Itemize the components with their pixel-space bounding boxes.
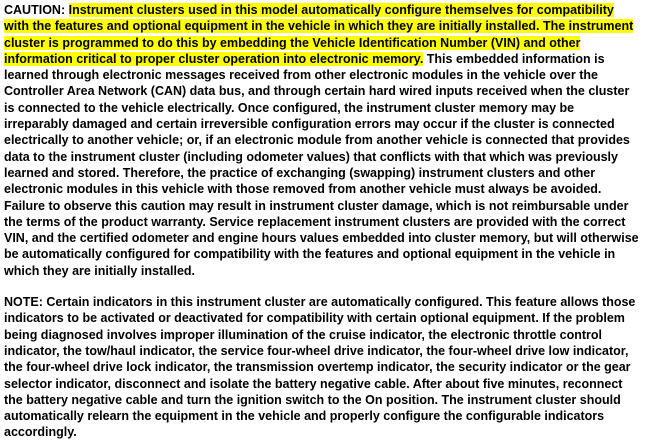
caution-body-text: This embedded information is learned through electronic messages received from other electronic modules in the vehicle over the Controller Area Network (CAN) data bus, and through certain hard wired inputs received when the cluster is connected to the vehicle electrically. Once configured, the instrument cluster memory may be irreparably damaged and certain irreversible configuration errors may occur if the cluster is connected electrically to another vehicle; or, if an electronic module from another vehicle is connected that provides data to the instrument cluster (including odometer values) that conflicts with that which was previously learned and stored. Therefore, the practice of exchanging (swapping) instrument clusters and other electronic modules in this vehicle with those removed from another vehicle must always be avoided. Failure to observe this caution may result in instrument cluster damage, which is not reimbursable under the terms of the product warranty. Service replacement instrument clusters are provided with the correct VIN, and the certified odometer and engine hours values embedded into cluster memory, but will otherwise be automatically configured for compatibility with the features and optional equipment in the vehicle in which they are initially installed. (4, 51, 639, 278)
note-text: NOTE: Certain indicators in this instrument cluster are automatically configured. This feature allows those indicators to be activated or deactivated for compatibility with certain optional equipment. If the problem being diagnosed involves improper illumination of the cruise indicator, the electronic throttle control indicator, the tow/haul indicator, the service four-wheel drive indicator, the four-wheel drive low indicator, the four-wheel drive lock indicator, the transmission overtemp indicator, the security indicator or the gear selector indicator, disconnect and isolate the battery negative cable. After about five minutes, reconnect the battery negative cable and turn the ignition switch to the On position. The instrument cluster should automatically relearn the equipment in the vehicle and properly configure the configurable indicators accordingly. (4, 295, 636, 440)
note-paragraph (4, 294, 642, 441)
caution-highlighted-text: Instrument clusters used in this model automatically configure themselves for compatibility with the features and optional equipment in the vehicle in which they are initially installed. The instrument cluster is programmed to do this by embedding the Vehicle Identification Number (VIN) and other information critical to proper cluster operation into electronic memory. (4, 3, 634, 66)
caution-paragraph (4, 2, 642, 279)
document-body (4, 2, 642, 441)
caution-label: CAUTION: (4, 3, 66, 17)
